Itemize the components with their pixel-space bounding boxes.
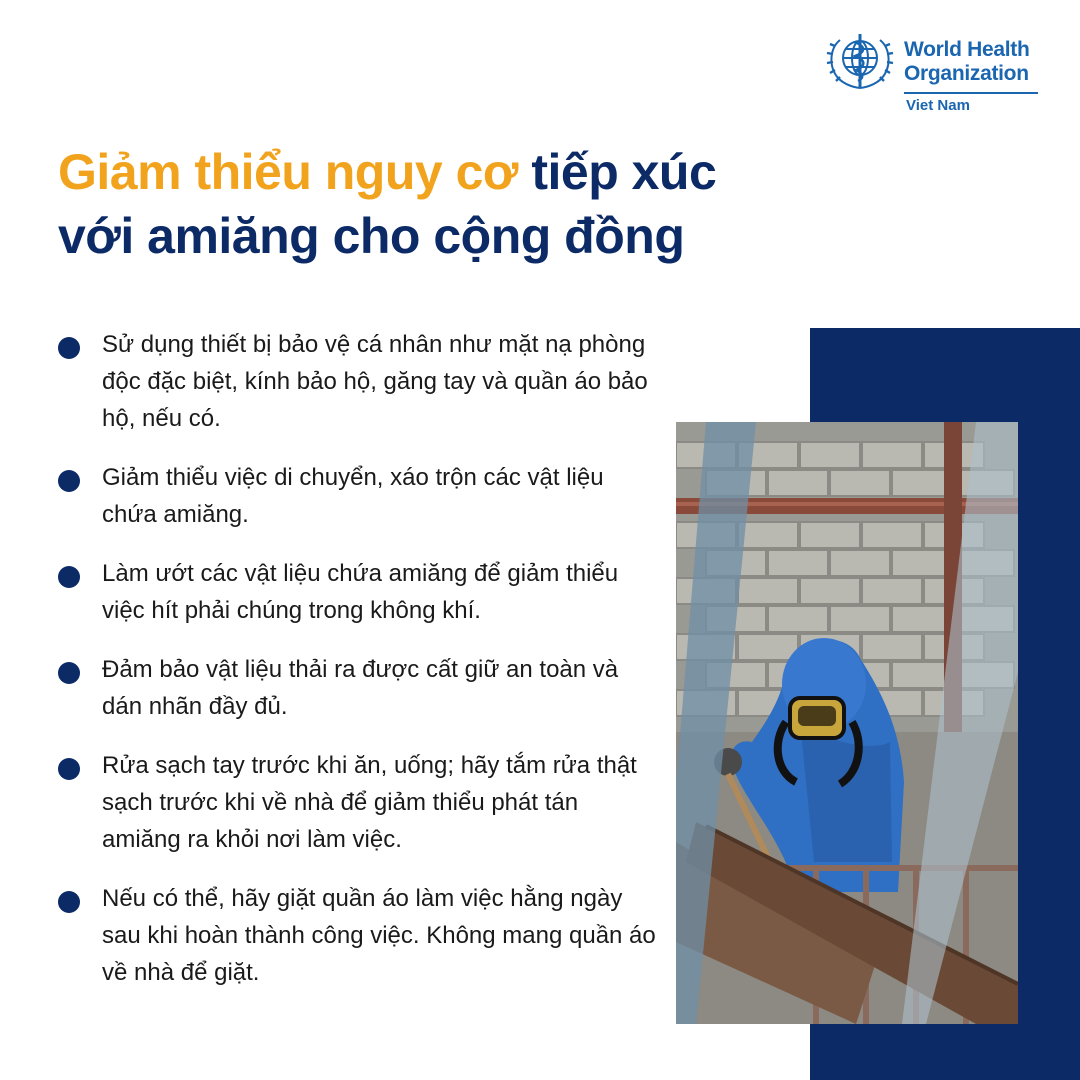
bullet-text: Đảm bảo vật liệu thải ra được cất giữ an toàn và dán nhãn đầy đủ. (102, 656, 619, 720)
logo-text-line1: World Health (904, 38, 1030, 61)
logo-divider (904, 92, 1038, 94)
bullet-dot (58, 662, 80, 684)
bullet-text: Rửa sạch tay trước khi ăn, uống; hãy tắm rửa thật sạch trước khi về nhà để giảm thiểu phát tán amiăng ra khỏi nơi làm việc. (102, 752, 637, 853)
who-emblem-icon (822, 28, 898, 92)
bullet-list (58, 326, 658, 1013)
bullet-dot (58, 470, 80, 492)
bullet-dot (58, 337, 80, 359)
bullet-item (58, 326, 658, 437)
page-title (58, 140, 818, 268)
who-logo (822, 28, 1052, 120)
title-highlight: Giảm thiểu nguy cơ (58, 144, 518, 200)
bullet-text: Làm ướt các vật liệu chứa amiăng để giảm thiểu việc hít phải chúng trong không khí. (102, 560, 619, 624)
bullet-dot (58, 891, 80, 913)
bullet-item (58, 747, 658, 858)
bullet-dot (58, 566, 80, 588)
bullet-text: Giảm thiểu việc di chuyển, xáo trộn các vật liệu chứa amiăng. (102, 464, 604, 528)
bullet-item (58, 459, 658, 533)
title-rest-line1: tiếp xúc (517, 144, 717, 200)
logo-country: Viet Nam (906, 97, 970, 114)
bullet-dot (58, 758, 80, 780)
bullet-text: Nếu có thể, hãy giặt quần áo làm việc hằng ngày sau khi hoàn thành công việc. Không mang quần áo về nhà để giặt. (102, 885, 656, 986)
bullet-item (58, 651, 658, 725)
worker-photo (676, 422, 1018, 1024)
bullet-item (58, 880, 658, 991)
bullet-item (58, 555, 658, 629)
logo-text-line2: Organization (904, 62, 1029, 85)
bullet-text: Sử dụng thiết bị bảo vệ cá nhân như mặt nạ phòng độc đặc biệt, kính bảo hộ, găng tay và quần áo bảo hộ, nếu có. (102, 331, 648, 432)
title-line2: với amiăng cho cộng đồng (58, 208, 685, 264)
